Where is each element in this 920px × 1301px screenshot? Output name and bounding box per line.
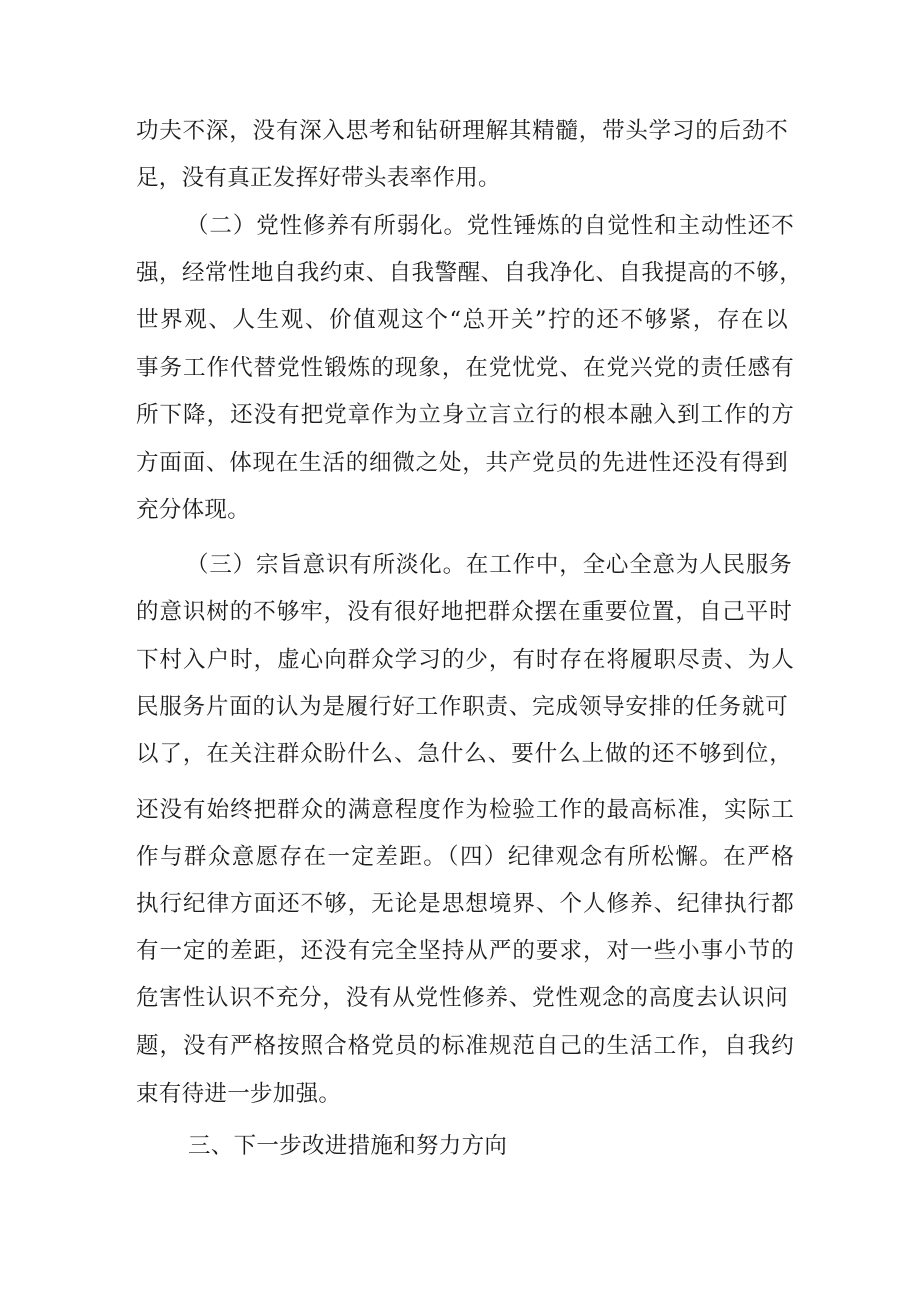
line-text: （三）宗旨意识有所淡化。在工作中，全心全意为人民服务 bbox=[186, 552, 792, 578]
line-text: 有一定的差距，还没有完全坚持从严的要求，对一些小事小节的 bbox=[136, 938, 794, 964]
text-line bbox=[0, 927, 920, 975]
text-line bbox=[0, 1070, 920, 1118]
line-text: 以了，在关注群众盼什么、急什么、要什么上做的还不够到位， bbox=[136, 741, 792, 767]
text-line bbox=[0, 1022, 920, 1070]
line-text: 世界观、人生观、价值观这个“总开关”拧的还不够紧，存在以 bbox=[136, 307, 788, 333]
line-text: 所下降，还没有把党章作为立身立言立行的根本融入到工作的方 bbox=[136, 402, 794, 428]
text-line bbox=[0, 786, 920, 834]
line-text: 执行纪律方面还不够，无论是思想境界、个人修养、纪律执行都 bbox=[136, 891, 794, 917]
line-text: 下村入户时，虚心向群众学习的少，有时存在将履职尽责、为人 bbox=[136, 647, 794, 673]
line-text: 的意识树的不够牢，没有很好地把群众摆在重要位置，自己平时 bbox=[136, 599, 792, 625]
text-line bbox=[0, 636, 920, 684]
line-text: 还没有始终把群众的满意程度作为检验工作的最高标准，实际工 bbox=[136, 797, 794, 823]
text-line bbox=[0, 344, 920, 392]
line-text: 束有待进一步加强。 bbox=[136, 1081, 342, 1107]
text-line bbox=[0, 730, 920, 778]
line-text: （二）党性修养有所弱化。党性锤炼的自觉性和主动性还不 bbox=[186, 213, 794, 239]
text-line bbox=[0, 391, 920, 439]
text-line bbox=[0, 541, 920, 589]
text-line bbox=[0, 833, 920, 881]
text-line bbox=[0, 249, 920, 297]
line-text: 功夫不深，没有深入思考和钻研理解其精髓，带头学习的后劲不 bbox=[136, 118, 788, 144]
text-line bbox=[0, 683, 920, 731]
line-text: 题，没有严格按照合格党员的标准规范自己的生活工作，自我约 bbox=[136, 1033, 794, 1059]
text-line bbox=[0, 974, 920, 1022]
heading-text: 三、下一步改进措施和努力方向 bbox=[188, 1133, 508, 1159]
text-line bbox=[0, 202, 920, 250]
line-text: 方面面、体现在生活的细微之处，共产党员的先进性还没有得到 bbox=[136, 450, 788, 476]
text-line bbox=[0, 439, 920, 487]
text-line bbox=[0, 296, 920, 344]
line-text: 足，没有真正发挥好带头表率作用。 bbox=[136, 165, 501, 191]
line-text: 民服务片面的认为是履行好工作职责、完成领导安排的任务就可 bbox=[136, 694, 788, 720]
text-line bbox=[0, 154, 920, 202]
text-line bbox=[0, 880, 920, 928]
section-heading bbox=[0, 1122, 920, 1170]
text-line bbox=[0, 486, 920, 534]
line-text: 危害性认识不充分，没有从党性修养、党性观念的高度去认识问 bbox=[136, 985, 788, 1011]
line-text: 作与群众意愿存在一定差距。（四）纪律观念有所松懈。在严格 bbox=[136, 844, 794, 870]
line-text: 事务工作代替党性锻炼的现象，在党忧党、在党兴党的责任感有 bbox=[136, 355, 794, 381]
text-line bbox=[0, 107, 920, 155]
line-text: 充分体现。 bbox=[136, 497, 251, 523]
line-text: 强，经常性地自我约束、自我警醒、自我净化、自我提高的不够， bbox=[136, 260, 802, 286]
text-line bbox=[0, 588, 920, 636]
